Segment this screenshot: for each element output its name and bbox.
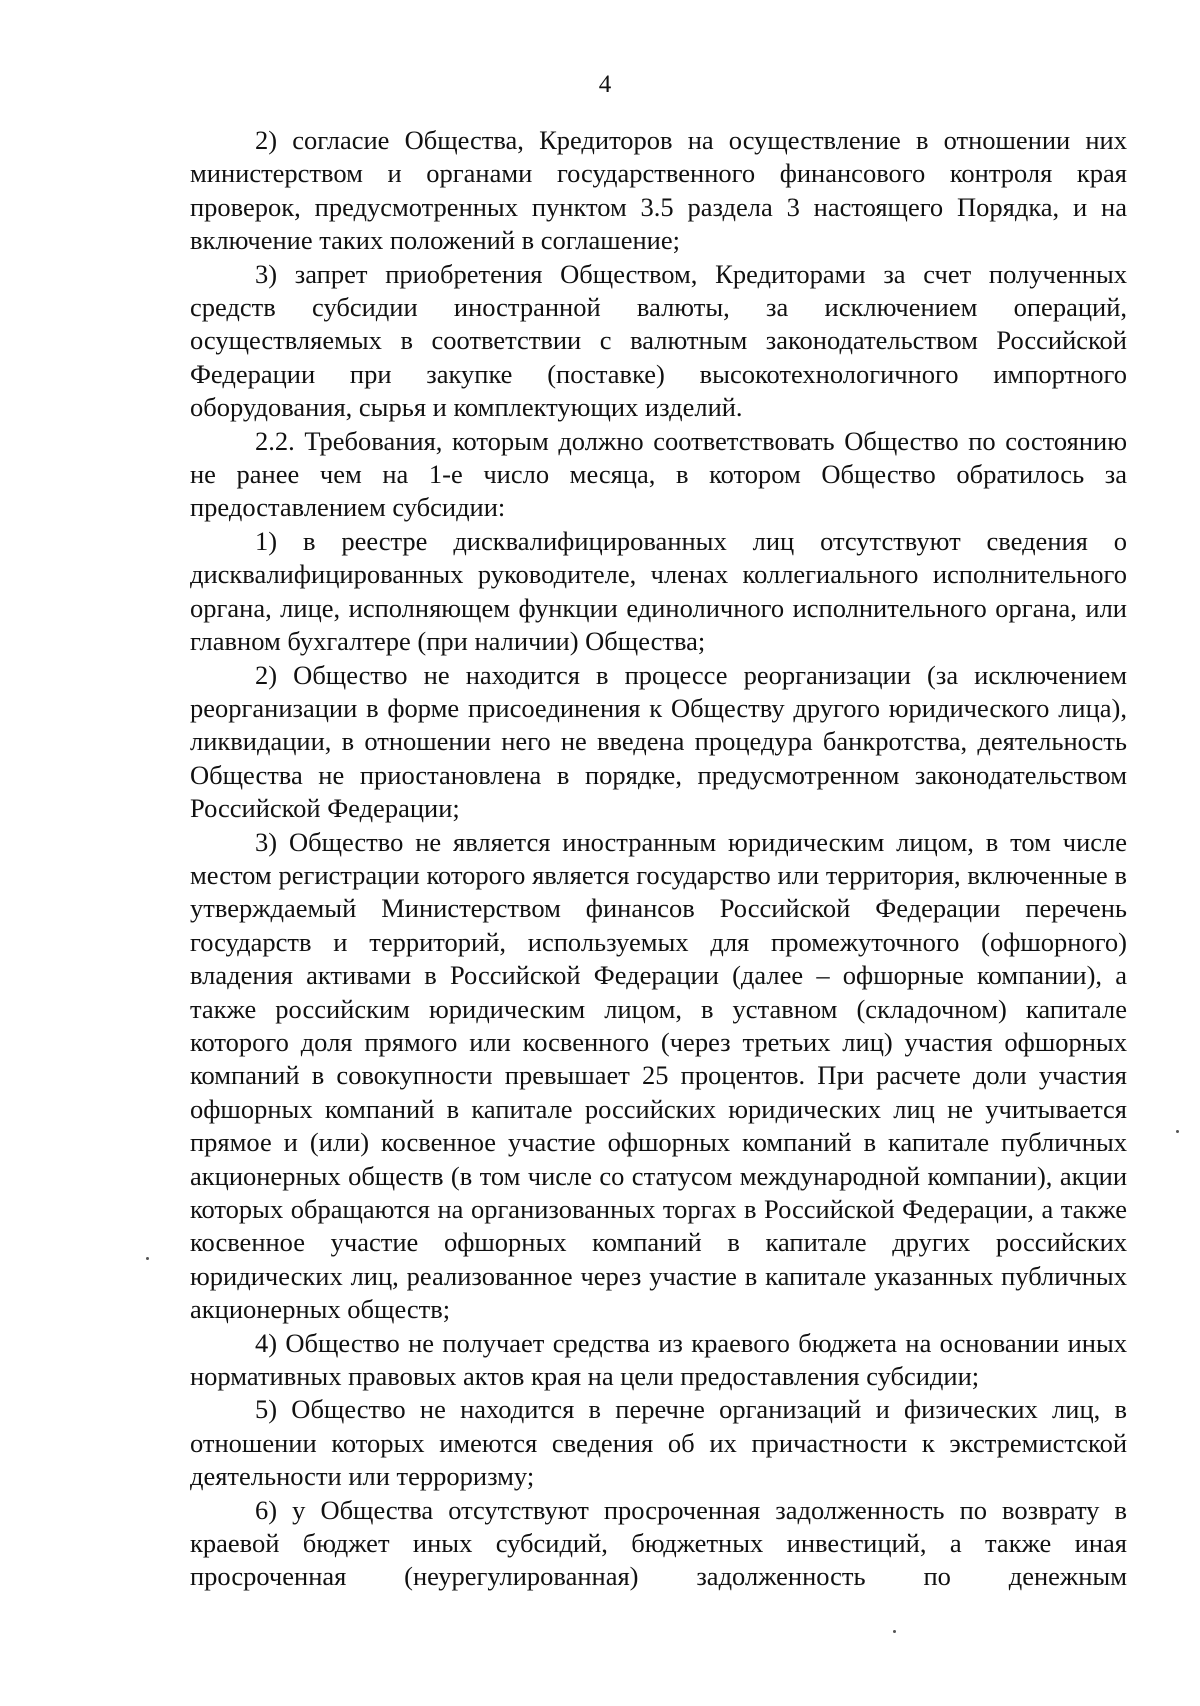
paragraph-requirements-2-2: 2.2. Требования, которым должно соответствовать Общество по состоянию не ранее чем на 1-е число месяца, в котором Общество обратилось за предоставлением субсидии:	[190, 425, 1127, 523]
paragraph-currency-ban: 3) запрет приобретения Обществом, Кредиторами за счет полученных средств субсидии иностранной валюты, за исключением операций, осуществляемых в соответствии с валютным законодательством Российской Федерации при закупке (поставке) высокотехнологичного импортного оборудования, сырья и комплектующих изделий.	[190, 258, 1127, 423]
paragraph-consent-inspections: 2) согласие Общества, Кредиторов на осуществление в отношении них министерством и органами государственного финансового контроля края проверок, предусмотренных пунктом 3.5 раздела 3 настоящего Порядка, и на включение таких положений в соглашение;	[190, 125, 1127, 256]
scan-speck	[146, 1257, 149, 1260]
document-body	[190, 124, 1127, 1594]
scan-speck	[893, 1630, 896, 1633]
paragraph-extremism-list: 5) Общество не находится в перечне организаций и физических лиц, в отношении которых имеются сведения об их причастности к экстремистской деятельности или терроризму;	[190, 1394, 1127, 1492]
paragraph-reorganization: 2) Общество не находится в процессе реорганизации (за исключением реорганизации в форме присоединения к Обществу другого юридического лица), ликвидации, в отношении него не введена процедура банкротства, деятельность Общества не приостановлена в порядке, предусмотренном законодательством Российской Федерации;	[190, 659, 1127, 824]
paragraph-offshore: 3) Общество не является иностранным юридическим лицом, в том числе местом регистрации которого является государство или территория, включенные в утверждаемый Министерством финансов Российской Федерации перечень государств и территорий, используемых для промежуточного (офшорного) владения активами в Российской Федерации (далее – офшорные компании), а также российским юридическим лицом, в уставном (складочном) капитале которого доля прямого или косвенного (через третьих лиц) участия офшорных компаний в совокупности превышает 25 процентов. При расчете доли участия офшорных компаний в капитале российских юридических лиц не учитывается прямое и (или) косвенное участие офшорных компаний в капитале публичных акционерных обществ (в том числе со статусом международной компании), акции которых обращаются на организованных торгах в Российской Федерации, а также косвенное участие офшорных компаний в капитале других российских юридических лиц, реализованное через участие в капитале указанных публичных акционерных обществ;	[190, 826, 1127, 1325]
paragraph-disqualified-persons: 1) в реестре дисквалифицированных лиц отсутствуют сведения о дисквалифицированных руководителе, членах коллегиального исполнительного органа, лице, исполняющем функции единоличного исполнительного органа, или главном бухгалтере (при наличии) Общества;	[190, 525, 1127, 657]
paragraph-overdue-debt: 6) у Общества отсутствуют просроченная задолженность по возврату в краевой бюджет иных субсидий, бюджетных инвестиций, а также иная просроченная (неурегулированная) задолженность по денежным	[190, 1494, 1127, 1592]
paragraph-other-budget-funds: 4) Общество не получает средства из краевого бюджета на основании иных нормативных правовых актов края на цели предоставления субсидии;	[190, 1327, 1127, 1392]
scan-speck	[1176, 1130, 1179, 1133]
page-number: 4	[598, 71, 612, 98]
